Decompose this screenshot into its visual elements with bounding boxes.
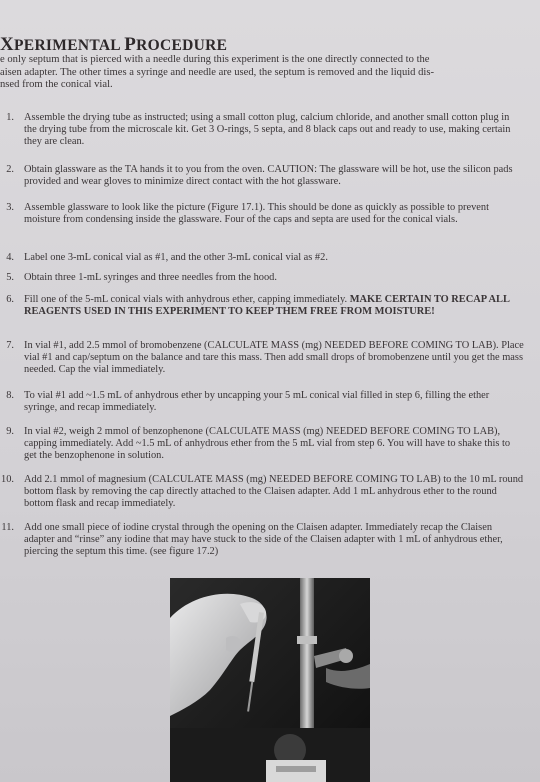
step-warning-text: MAKE CERTAIN TO RECAP ALL REAGENTS USED IN THIS EXPERIMENT TO KEEP THEM FREE FROM MOISTURE! — [24, 294, 510, 318]
step-text: Assemble glassware to look like the picture (Figure 17.1). This should be done as quickly as possible to prevent moisture from condensing inside the glassware. Four of the caps and septa are used for the conical vials. — [24, 202, 489, 226]
step-item — [6, 390, 524, 414]
step-text: Assemble the drying tube as instructed; using a small cotton plug, calcium chloride, and another small cotton plug in the drying tube from the microscale kit. Get 3 O-rings, 5 septa, and 8 black caps out and ready to use, making certain they are clean. — [24, 112, 511, 148]
step-text: To vial #1 add ~1.5 mL of anhydrous ether by uncapping your 5 mL conical vial filled in step 6, filling the ether syringe, and recap immediately. — [24, 390, 490, 414]
step-text: Add one small piece of iodine crystal through the opening on the Claisen adapter. Immediately recap the Claisen adapter and “rinse” any iodine that may have stuck to the side of the Claisen adapter with 1 mL of anhydrous ether, piercing the septum this time. (see figure 17.2) — [24, 522, 503, 558]
step-number: 1. — [6, 112, 14, 123]
step-item — [6, 272, 524, 284]
lab-photo — [170, 578, 370, 782]
heading-word-procedure: ROCEDURE — [136, 37, 228, 54]
intro-line: aisen adapter. The other times a syringe and needle are used, the septum is removed and the liquid dis- — [0, 66, 435, 78]
step-item — [6, 340, 524, 377]
step-item — [6, 164, 524, 188]
step-item — [6, 202, 524, 226]
section-heading — [0, 34, 227, 56]
heading-letter-x: X — [0, 34, 15, 55]
step-item — [6, 112, 524, 149]
step-text: Add 2.1 mmol of magnesium (CALCULATE MASS (mg) NEEDED BEFORE COMING TO LAB) to the 10 mL round bottom flask by removing the cap directly attached to the Claisen adapter. Add 1 mL anhydrous ether to the round bottom flask and recap immediately. — [24, 474, 524, 510]
step-item — [6, 252, 524, 264]
step-text: In vial #2, weigh 2 mmol of benzophenone (CALCULATE MASS (mg) NEEDED BEFORE COMING TO LAB), capping immediately. Add ~1.5 mL of anhydrous ether from the 5 mL vial from step 6. You will have to shake this to get the benzophenone in solution. — [24, 426, 511, 462]
step-number: 3. — [6, 202, 14, 213]
heading-letter-p: P — [124, 34, 137, 55]
step-item — [6, 426, 524, 463]
step-number: 4. — [6, 252, 14, 263]
step-number: 9. — [6, 426, 14, 437]
step-text: Label one 3-mL conical vial as #1, and the other 3-mL conical vial as #2. — [24, 252, 328, 263]
step-number: 7. — [6, 340, 14, 351]
intro-paragraph — [0, 54, 528, 92]
step-number: 11. — [1, 522, 14, 533]
step-text: Obtain three 1-mL syringes and three needles from the hood. — [24, 272, 277, 283]
step-item — [1, 474, 524, 511]
step-number: 10. — [1, 474, 14, 485]
step-text: Fill one of the 5-mL conical vials with anhydrous ether, capping immediately. — [24, 294, 350, 305]
heading-word-experimental: PERIMENTAL — [14, 37, 125, 54]
step-number: 6. — [6, 294, 14, 305]
step-item — [1, 522, 524, 559]
step-text: Obtain glassware as the TA hands it to you from the oven. CAUTION: The glassware will be hot, use the silicon pads provided and wear gloves to minimize direct contact with the hot glassware. — [24, 164, 513, 188]
gloved-hand-syringe-illustration — [170, 578, 370, 782]
step-item — [6, 294, 524, 318]
step-number: 2. — [6, 164, 14, 175]
step-text: In vial #1, add 2.5 mmol of bromobenzene (CALCULATE MASS (mg) NEEDED BEFORE COMING TO LAB). Place vial #1 and cap/septum on the balance and tare this mass. Then add small drops of bromobenzene until you get the mass needed. Cap the vial immediately. — [24, 340, 524, 376]
step-number: 5. — [6, 272, 14, 283]
intro-line: e only septum that is pierced with a needle during this experiment is the one directly connected to the — [0, 54, 430, 65]
step-number: 8. — [6, 390, 14, 401]
intro-line: nsed from the conical vial. — [0, 79, 113, 91]
